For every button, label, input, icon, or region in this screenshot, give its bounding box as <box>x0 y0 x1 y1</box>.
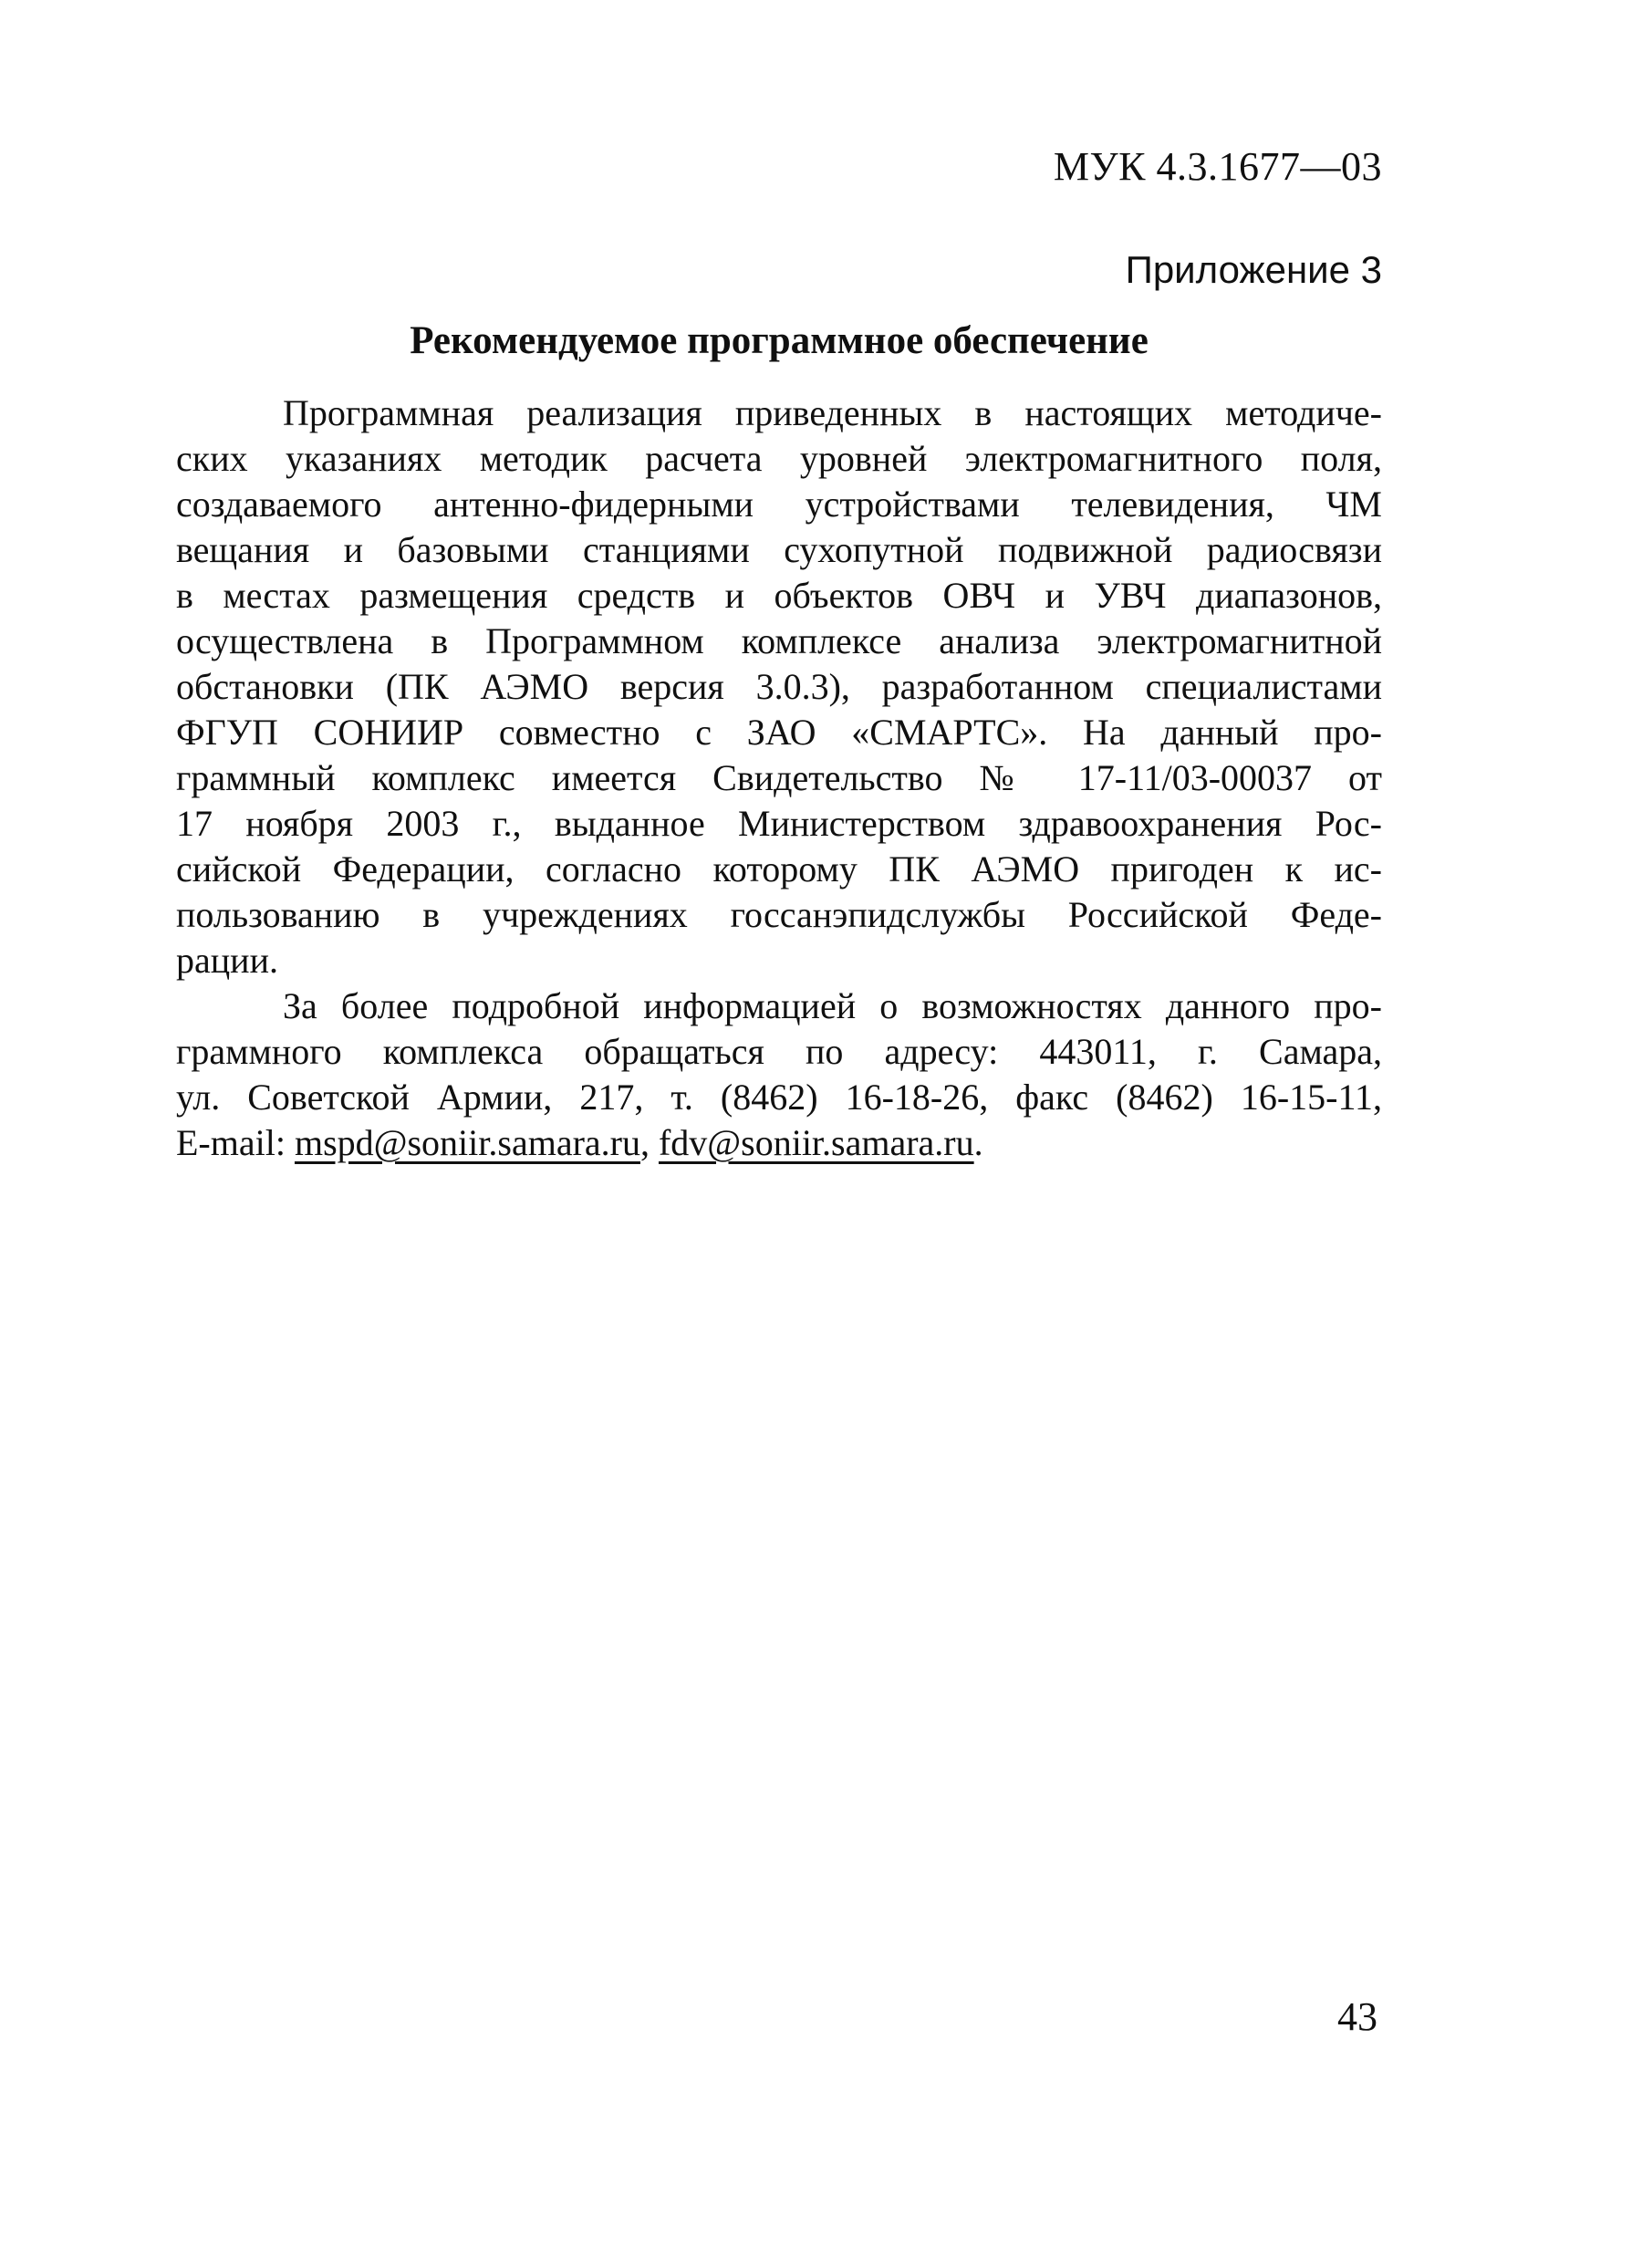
page-content <box>176 144 1382 1166</box>
paragraph-line: рации. <box>176 940 278 981</box>
paragraph-line: осуществлена в Программном комплексе анализа электромагнитной <box>176 620 1382 661</box>
paragraph-line: в местах размещения средств и объектов ОВЧ и УВЧ диапазонов, <box>176 575 1382 616</box>
paragraph-line: граммный комплекс имеется Свидетельство № 17-11/03-00037 от <box>176 757 1382 798</box>
email-label: E-mail: <box>176 1122 295 1163</box>
body-text <box>176 390 1382 1166</box>
doc-code: МУК 4.3.1677—03 <box>1053 144 1382 189</box>
paragraph-line: пользованию в учреждениях госсанэпидслужбы Российской Феде- <box>176 894 1382 935</box>
paragraph-line: ул. Советской Армии, 217, т. (8462) 16-18-26, факс (8462) 16-15-11, <box>176 1077 1382 1118</box>
paragraph-line: обстановки (ПК АЭМО версия 3.0.3), разработанном специалистами <box>176 666 1382 707</box>
email-address-2: fdv@soniir.samara.ru <box>658 1122 974 1163</box>
email-address-1: mspd@soniir.samara.ru <box>294 1122 640 1163</box>
email-line <box>176 1120 1382 1166</box>
email-suffix: . <box>973 1122 983 1163</box>
paragraph-1 <box>176 390 1382 983</box>
page-number: 43 <box>1337 1994 1377 2039</box>
page-heading: Рекомендуемое программное обеспечение <box>410 319 1149 362</box>
paragraph-line: За более подробной информацией о возможностях данного про- <box>283 985 1382 1026</box>
paragraph-line: сийской Федерации, согласно которому ПК АЭМО пригоден к ис- <box>176 848 1382 890</box>
email-separator: , <box>639 1122 659 1163</box>
paragraph-line: граммного комплекса обращаться по адресу: 443011, г. Самара, <box>176 1031 1382 1072</box>
paragraph-line: 17 ноября 2003 г., выданное Министерством здравоохранения Рос- <box>176 803 1382 844</box>
paragraph-line: создаваемого антенно-фидерными устройствами телевидения, ЧМ <box>176 484 1382 525</box>
paragraph-line: ФГУП СОНИИР совместно с ЗАО «СМАРТС». На данный про- <box>176 712 1382 753</box>
paragraph-line: ских указаниях методик расчета уровней электромагнитного поля, <box>176 438 1382 479</box>
paragraph-line: вещания и базовыми станциями сухопутной подвижной радиосвязи <box>176 529 1382 570</box>
paragraph-line: Программная реализация приведенных в настоящих методиче- <box>283 392 1382 433</box>
annex-label: Приложение 3 <box>1125 248 1382 291</box>
paragraph-2 <box>176 983 1382 1166</box>
